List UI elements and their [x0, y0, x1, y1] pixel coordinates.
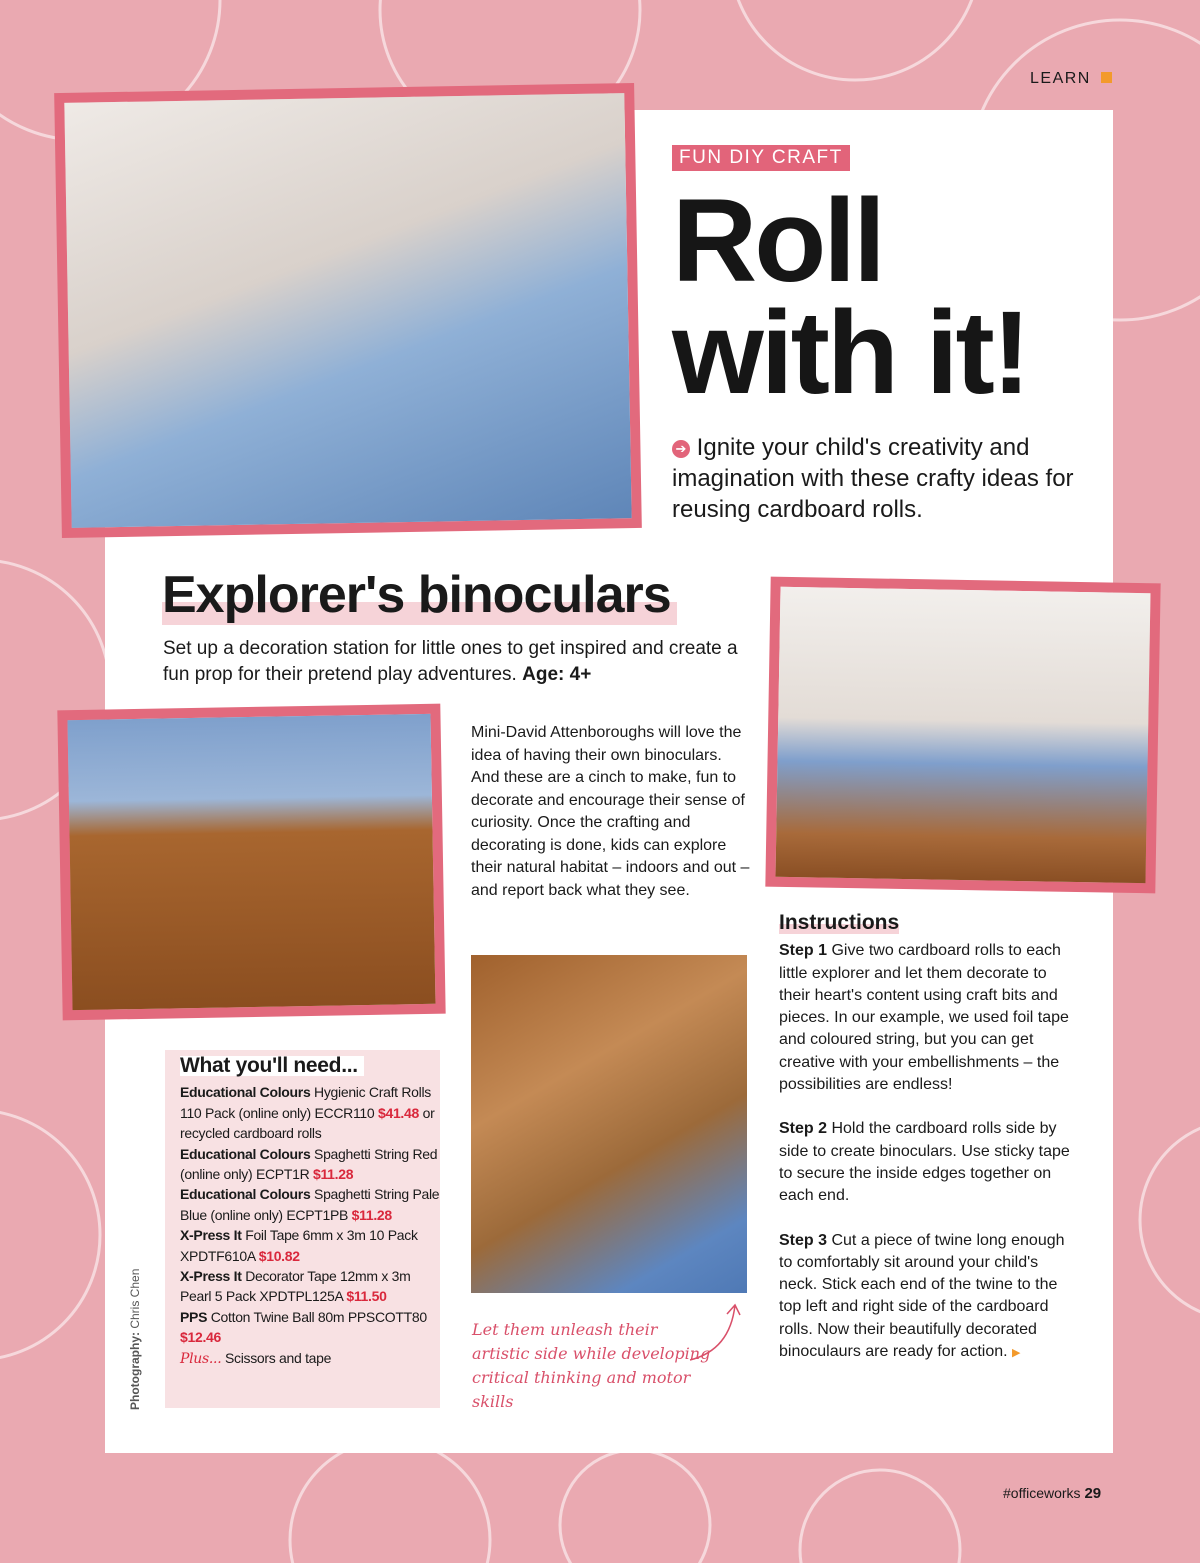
square-icon [1101, 72, 1112, 83]
decor-circle [290, 1440, 490, 1563]
hero-photo [54, 83, 642, 538]
materials-heading: What you'll need... [180, 1056, 364, 1076]
material-item: PPS Cotton Twine Ball 80m PPSCOTT80 $12.46 [180, 1308, 427, 1346]
instruction-step: Step 3 Cut a piece of twine long enough to comfortably sit around your child's neck. Stick each end of the twine to the top left and right side of the cardboard rolls. Now their beautifully decorated binoculaurs are ready for action. ▶ [779, 1231, 1065, 1361]
body-text: Mini-David Attenboroughs will love the idea of having their own binoculars. And these are a cinch to make, fun to decorate and encourage their sense of curiosity. Once the crafting and decorating is done, kids can explore their natural habitat – indoors and out – and report back what they see. [471, 724, 750, 899]
intro: ➔ Ignite your child's creativity and imagination with these crafty ideas for reusing cardboard rolls. [672, 434, 1074, 523]
project-heading: Explorer's binoculars [162, 565, 677, 625]
project-subtitle: Set up a decoration station for little ones to get inspired and create a fun prop for their pretend play adventures. Age: 4+ [163, 638, 738, 685]
footer: #officeworks 29 [1003, 1485, 1102, 1502]
decor-circle [1140, 1120, 1200, 1320]
materials-box [165, 1050, 440, 1408]
materials-plus: Plus... Scissors and tape [180, 1349, 332, 1367]
arrow-right-icon: ➔ [672, 440, 690, 458]
material-item: X-Press It Decorator Tape 12mm x 3m Pearl 5 Pack XPDTPL125A $11.50 [180, 1268, 411, 1305]
instructions [779, 912, 1079, 1386]
decor-circle [800, 1470, 960, 1563]
decor-circle [730, 0, 980, 80]
craft-table-photo [57, 704, 445, 1021]
instructions-heading: Instructions [779, 911, 900, 934]
decor-circle [560, 1450, 710, 1563]
girls-binoculars-photo [765, 577, 1160, 894]
material-item: Educational Colours Spaghetti String Pale Blue (online only) ECPT1PB $11.28 [180, 1186, 440, 1223]
decor-circle [0, 1110, 100, 1360]
instruction-step: Step 1 Give two cardboard rolls to each little explorer and let them decorate to their heart's content using craft bits and pieces. In our example, we used foil tape and coloured string, but you can get creative with your embellishments – the possibilities are endless! [779, 942, 1069, 1094]
page-title: Roll with it! [672, 175, 1029, 419]
material-item: Educational Colours Hygienic Craft Rolls 110 Pack (online only) ECCR110 $41.48 or recycled cardboard rolls [180, 1084, 435, 1142]
photo-caption: Let them unleash their artistic side while developing critical thinking and motor skills [472, 1320, 711, 1411]
curved-arrow-icon [685, 1300, 745, 1365]
material-item: Educational Colours Spaghetti String Red (online only) ECPT1R $11.28 [180, 1145, 438, 1183]
photo-credit: Photography: Chris Chen [128, 1268, 142, 1410]
kicker: FUN DIY CRAFT [672, 145, 850, 171]
instruction-step: Step 2 Hold the cardboard rolls side by side to create binoculars. Use sticky tape to secure the inside edges together on each end. [779, 1120, 1070, 1205]
section-label: LEARN [1030, 70, 1112, 88]
decorating-roll-photo [471, 955, 747, 1293]
material-item: X-Press It Foil Tape 6mm x 3m 10 Pack XPDTF610A $10.82 [180, 1227, 418, 1264]
continue-arrow-icon: ▶ [1012, 1347, 1021, 1360]
